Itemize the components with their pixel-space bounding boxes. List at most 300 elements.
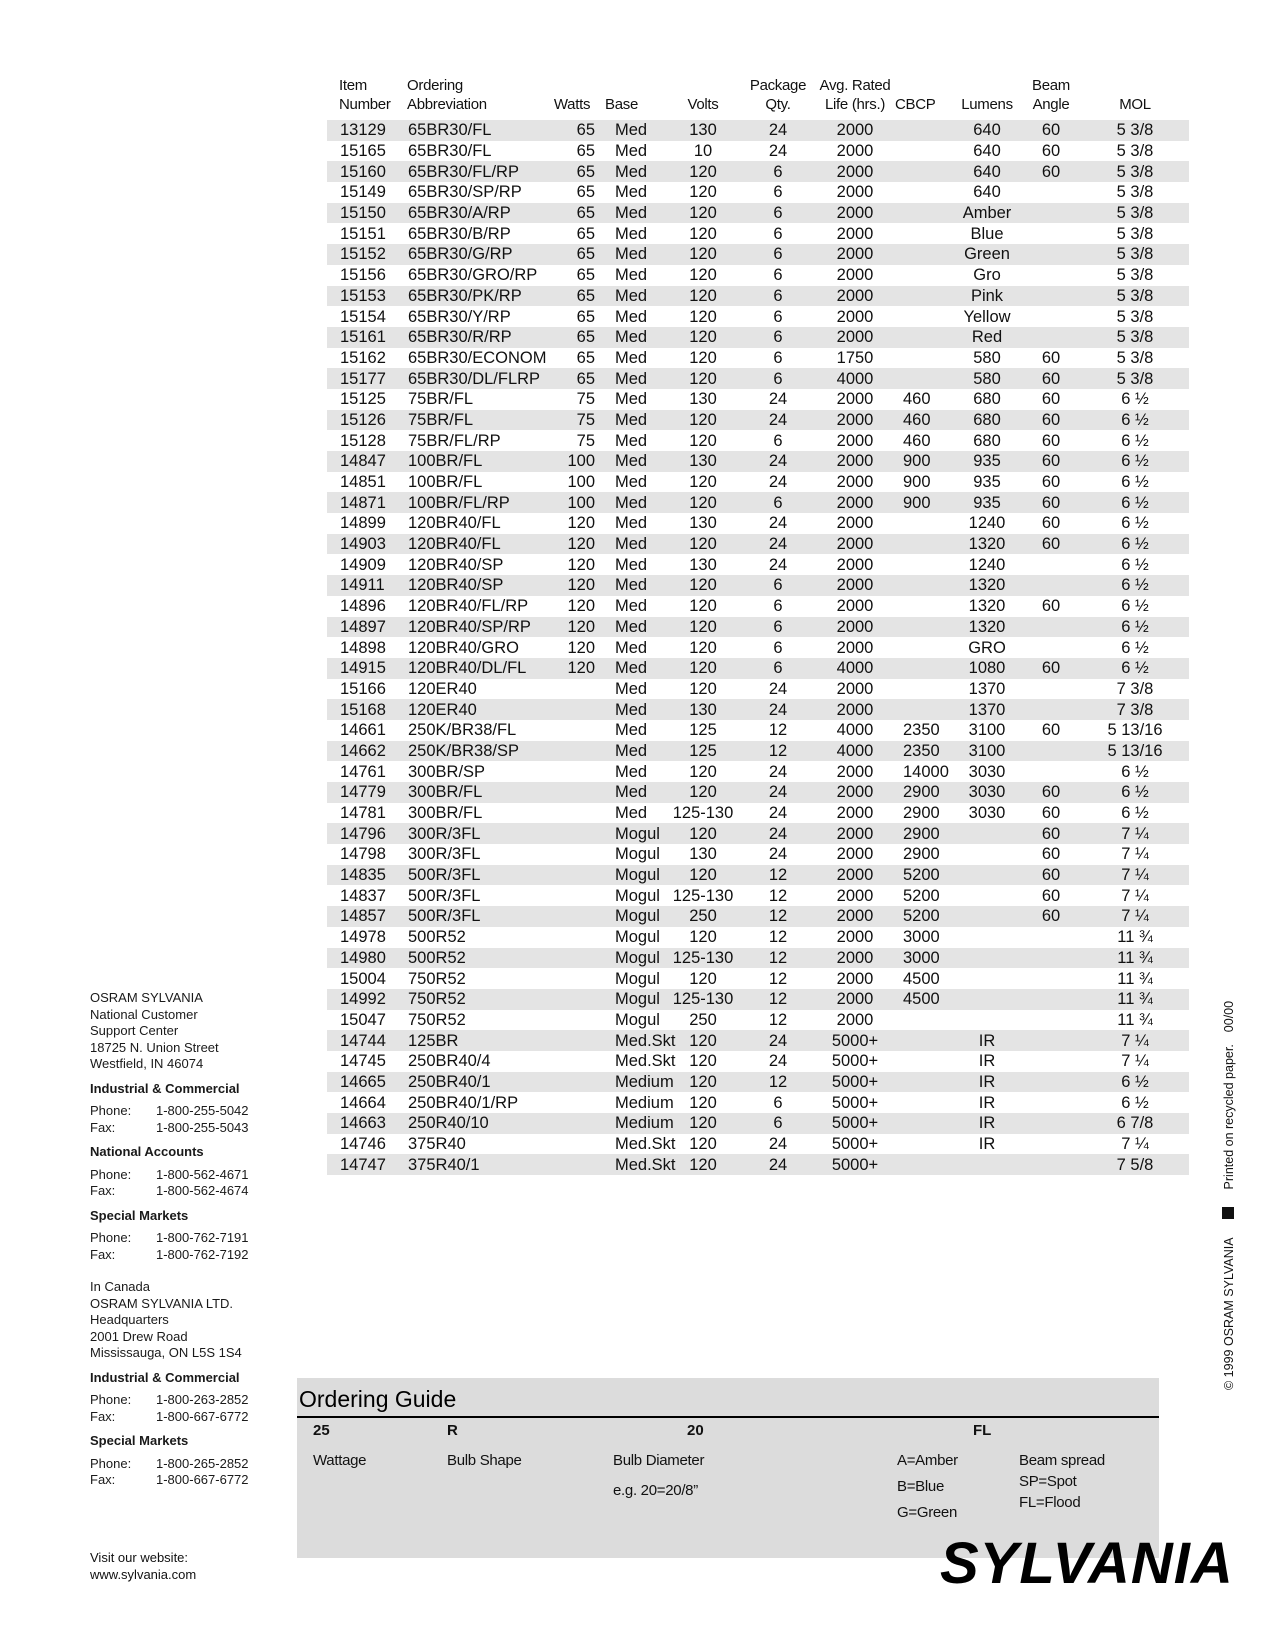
cell-package-qty: 24 bbox=[768, 1135, 788, 1154]
cell-lumens bbox=[953, 927, 1021, 948]
cell-base: Med bbox=[615, 266, 648, 285]
cell-base: Mogul bbox=[615, 928, 660, 947]
cell-ordering-abbreviation: 65BR30/FL bbox=[408, 142, 492, 161]
cell-lumens bbox=[953, 1154, 1021, 1175]
section-heading-special-markets: Special Markets bbox=[90, 1207, 189, 1223]
cell-volts: 120 bbox=[689, 183, 717, 202]
cell-item-number: 14747 bbox=[327, 1154, 391, 1175]
table-row bbox=[327, 596, 1189, 617]
cell-ordering-abbreviation: 750R52 bbox=[408, 969, 466, 988]
cell-rated-life: 2000 bbox=[836, 762, 874, 781]
cell-lumens: IR bbox=[978, 1052, 996, 1071]
cell-cbcp bbox=[895, 182, 953, 203]
cell-cbcp bbox=[895, 513, 953, 534]
company-name: OSRAM SYLVANIA bbox=[90, 990, 203, 1005]
cell-beam-angle bbox=[1021, 1010, 1081, 1031]
osram-logo-icon bbox=[1222, 1207, 1234, 1219]
cell-package-qty: 24 bbox=[741, 1154, 815, 1175]
cell-rated-life: 2000 bbox=[836, 1010, 874, 1029]
cell-item-number: 15128 bbox=[340, 431, 386, 450]
header-mol: MOL bbox=[1119, 96, 1151, 113]
cell-item-number: 14663 bbox=[327, 1113, 391, 1134]
cell-beam-angle: 60 bbox=[1021, 161, 1081, 182]
cell-mol: 6 ½ bbox=[1121, 804, 1149, 823]
cell-base: Med bbox=[605, 161, 665, 182]
cell-beam-angle bbox=[1021, 554, 1081, 575]
cell-cbcp bbox=[895, 286, 953, 307]
cell-ordering-abbreviation: 250BR40/4 bbox=[408, 1052, 491, 1071]
cell-rated-life: 2000 bbox=[815, 534, 895, 555]
cell-base: Med bbox=[615, 473, 648, 492]
cell-mol: 6 7/8 bbox=[1081, 1113, 1189, 1134]
cell-volts: 120 bbox=[665, 782, 741, 803]
cell-lumens: Amber bbox=[953, 203, 1021, 224]
cell-mol: 7 ¼ bbox=[1121, 886, 1149, 905]
cell-mol: 6 ½ bbox=[1121, 431, 1149, 450]
cell-beam-angle: 60 bbox=[1041, 348, 1061, 367]
cell-base: Mogul bbox=[615, 845, 660, 864]
cell-watts: 120 bbox=[539, 658, 605, 679]
cell-base: Med bbox=[615, 307, 648, 326]
cell-volts: 125 bbox=[665, 741, 741, 762]
cell-volts: 130 bbox=[665, 120, 741, 141]
cell-cbcp: 460 bbox=[895, 410, 953, 431]
table-row bbox=[327, 782, 1189, 803]
cell-lumens: IR bbox=[978, 1093, 996, 1112]
cell-rated-life: 2000 bbox=[836, 886, 874, 905]
table-row bbox=[327, 927, 1189, 948]
cell-mol: 7 5/8 bbox=[1081, 1154, 1189, 1175]
cell-cbcp bbox=[895, 679, 953, 700]
cell-item-number: 15126 bbox=[327, 410, 391, 431]
fax-line: Fax: 1-800-667-6772 bbox=[90, 1472, 249, 1487]
cell-lumens: Red bbox=[953, 327, 1021, 348]
cell-lumens: Blue bbox=[970, 224, 1004, 243]
cell-cbcp: 5200 bbox=[895, 906, 953, 927]
cell-mol: 7 ¼ bbox=[1081, 823, 1189, 844]
cell-volts: 120 bbox=[689, 762, 717, 781]
cell-rated-life: 2000 bbox=[815, 286, 895, 307]
cell-mol: 5 3/8 bbox=[1116, 183, 1154, 202]
cell-watts: 100 bbox=[567, 473, 595, 492]
canada-label: In Canada bbox=[90, 1279, 150, 1294]
cell-cbcp: 2900 bbox=[895, 782, 953, 803]
header-rated-life: Avg. Rated Life (hrs.) bbox=[819, 77, 891, 113]
cell-ordering-abbreviation: 375R40 bbox=[408, 1135, 466, 1154]
header-volts: Volts bbox=[687, 96, 719, 113]
label-beam-spread: Beam spread bbox=[1019, 1452, 1105, 1469]
cell-lumens bbox=[953, 844, 1021, 865]
cell-base: Med bbox=[615, 390, 648, 409]
cell-package-qty: 12 bbox=[741, 906, 815, 927]
header-cbcp: CBCP bbox=[895, 96, 936, 113]
cell-beam-angle bbox=[1021, 1051, 1081, 1072]
fax-line: Fax: 1-800-762-7192 bbox=[90, 1246, 249, 1262]
table-row bbox=[327, 120, 1189, 141]
table-row bbox=[327, 989, 1189, 1010]
cell-watts bbox=[539, 927, 605, 948]
cell-rated-life: 2000 bbox=[836, 307, 874, 326]
cell-rated-life: 2000 bbox=[836, 390, 874, 409]
cell-volts: 120 bbox=[689, 638, 717, 657]
table-row bbox=[327, 803, 1189, 824]
cell-lumens: 1320 bbox=[953, 575, 1021, 596]
cell-watts bbox=[539, 1154, 605, 1175]
header-beam-angle: Beam Angle bbox=[1032, 77, 1070, 113]
cell-beam-angle bbox=[1021, 182, 1081, 203]
cell-mol: 5 3/8 bbox=[1081, 244, 1189, 265]
cell-volts: 120 bbox=[665, 1113, 741, 1134]
cell-watts: 65 bbox=[576, 224, 595, 243]
cell-lumens: 580 bbox=[953, 368, 1021, 389]
cell-beam-angle: 60 bbox=[1021, 865, 1081, 886]
cell-watts: 65 bbox=[539, 120, 605, 141]
cell-mol: 7 ¼ bbox=[1081, 865, 1189, 886]
table-row bbox=[327, 823, 1189, 844]
cell-volts: 120 bbox=[689, 431, 717, 450]
cell-item-number: 14847 bbox=[327, 451, 391, 472]
cell-package-qty: 6 bbox=[741, 327, 815, 348]
cell-package-qty: 24 bbox=[768, 555, 788, 574]
cell-item-number: 15149 bbox=[340, 183, 386, 202]
cell-ordering-abbreviation: 75BR/FL/RP bbox=[408, 431, 501, 450]
cell-rated-life: 4000 bbox=[815, 368, 895, 389]
cell-item-number: 15152 bbox=[327, 244, 391, 265]
cell-base: Med bbox=[615, 597, 648, 616]
cell-package-qty: 24 bbox=[741, 782, 815, 803]
cell-lumens: 1240 bbox=[968, 555, 1006, 574]
table-row bbox=[327, 679, 1189, 700]
cell-cbcp bbox=[895, 120, 953, 141]
website-block bbox=[90, 1550, 196, 1583]
cell-watts: 75 bbox=[576, 390, 595, 409]
cell-base: Med bbox=[605, 410, 665, 431]
cell-cbcp: 3000 bbox=[903, 928, 940, 947]
cell-base: Med bbox=[605, 286, 665, 307]
cell-volts: 130 bbox=[689, 514, 717, 533]
cell-watts bbox=[539, 948, 605, 969]
cell-cbcp bbox=[895, 203, 953, 224]
cell-ordering-abbreviation: 65BR30/R/RP bbox=[391, 327, 539, 348]
cell-mol: 6 ½ bbox=[1121, 514, 1149, 533]
cell-package-qty: 6 bbox=[773, 266, 783, 285]
color-codes bbox=[897, 1448, 1017, 1521]
cell-watts: 65 bbox=[576, 142, 595, 161]
cell-beam-angle: 60 bbox=[1021, 368, 1081, 389]
cell-rated-life: 2000 bbox=[836, 597, 874, 616]
table-row bbox=[327, 182, 1189, 203]
cell-mol: 5 13/16 bbox=[1107, 721, 1163, 740]
cell-package-qty: 24 bbox=[741, 699, 815, 720]
cell-base: Medium bbox=[615, 1093, 674, 1112]
cell-volts: 10 bbox=[693, 142, 713, 161]
cell-beam-angle bbox=[1021, 327, 1081, 348]
cell-beam-angle bbox=[1021, 286, 1081, 307]
cell-volts: 120 bbox=[665, 244, 741, 265]
table-row bbox=[327, 265, 1189, 286]
cell-ordering-abbreviation: 750R52 bbox=[408, 1010, 466, 1029]
cell-ordering-abbreviation: 500R/3FL bbox=[391, 906, 539, 927]
cell-ordering-abbreviation: 65BR30/GRO/RP bbox=[408, 266, 538, 285]
cell-base: Med bbox=[605, 534, 665, 555]
cell-base: Med bbox=[605, 203, 665, 224]
table-row bbox=[327, 720, 1189, 741]
cell-package-qty: 24 bbox=[741, 1030, 815, 1051]
header-lumens: Lumens bbox=[961, 96, 1013, 113]
cell-beam-angle bbox=[1021, 927, 1081, 948]
cell-rated-life: 2000 bbox=[836, 845, 874, 864]
cell-cbcp: 900 bbox=[895, 492, 953, 513]
cell-beam-angle bbox=[1021, 948, 1081, 969]
cell-mol: 5 3/8 bbox=[1081, 203, 1189, 224]
table-row bbox=[327, 741, 1189, 762]
cell-lumens: 3030 bbox=[953, 782, 1021, 803]
cell-rated-life: 2000 bbox=[836, 804, 874, 823]
table-row bbox=[327, 286, 1189, 307]
cell-base: Med bbox=[605, 451, 665, 472]
cell-watts: 100 bbox=[539, 492, 605, 513]
cell-base: Med bbox=[605, 368, 665, 389]
cell-volts: 125 bbox=[689, 721, 717, 740]
cell-beam-angle: 60 bbox=[1041, 390, 1061, 409]
cell-lumens: 1320 bbox=[968, 597, 1006, 616]
cell-volts: 120 bbox=[665, 534, 741, 555]
label-bulb-diameter: Bulb Diameter bbox=[613, 1452, 705, 1469]
cell-watts bbox=[539, 823, 605, 844]
table-row bbox=[327, 1010, 1189, 1031]
cell-package-qty: 24 bbox=[768, 390, 788, 409]
cell-rated-life: 2000 bbox=[815, 492, 895, 513]
cell-rated-life: 2000 bbox=[836, 514, 874, 533]
cell-mol: 5 13/16 bbox=[1081, 741, 1189, 762]
cell-mol: 5 3/8 bbox=[1116, 266, 1154, 285]
cell-lumens: IR bbox=[953, 1030, 1021, 1051]
cell-package-qty: 12 bbox=[768, 886, 788, 905]
color-code-amber: A=Amber bbox=[897, 1452, 958, 1469]
cell-mol: 7 ¼ bbox=[1121, 1052, 1149, 1071]
cell-beam-angle bbox=[1021, 968, 1081, 989]
color-code-green: G=Green bbox=[897, 1504, 958, 1521]
cell-mol: 5 3/8 bbox=[1116, 224, 1154, 243]
cell-rated-life: 2000 bbox=[815, 782, 895, 803]
cell-watts: 120 bbox=[567, 555, 595, 574]
website-link[interactable]: www.sylvania.com bbox=[90, 1566, 197, 1582]
cell-package-qty: 12 bbox=[768, 969, 788, 988]
cell-item-number: 14871 bbox=[327, 492, 391, 513]
table-row bbox=[327, 948, 1189, 969]
cell-mol: 6 ½ bbox=[1121, 473, 1149, 492]
cell-lumens bbox=[953, 906, 1021, 927]
table-row bbox=[327, 223, 1189, 244]
cell-ordering-abbreviation: 75BR/FL bbox=[391, 410, 539, 431]
cell-item-number: 14978 bbox=[340, 928, 386, 947]
cell-item-number: 14662 bbox=[327, 741, 391, 762]
cell-watts bbox=[539, 1072, 605, 1093]
cell-watts bbox=[539, 968, 605, 989]
section-heading-special-markets: Special Markets bbox=[90, 1433, 189, 1448]
cell-cbcp: 14000 bbox=[903, 762, 949, 781]
cell-lumens: IR bbox=[978, 1135, 996, 1154]
cell-watts: 65 bbox=[539, 327, 605, 348]
cell-cbcp: 2350 bbox=[895, 741, 953, 762]
cell-beam-angle: 60 bbox=[1041, 721, 1061, 740]
cell-package-qty: 12 bbox=[768, 721, 788, 740]
cell-cbcp bbox=[895, 1051, 953, 1072]
cell-lumens: Gro bbox=[973, 266, 1001, 285]
cell-lumens: 1320 bbox=[953, 534, 1021, 555]
cell-mol: 6 ½ bbox=[1121, 638, 1149, 657]
cell-volts: 120 bbox=[665, 203, 741, 224]
cell-cbcp bbox=[895, 575, 953, 596]
cell-ordering-abbreviation: 250R40/10 bbox=[391, 1113, 539, 1134]
cell-ordering-abbreviation: 65BR30/A/RP bbox=[391, 203, 539, 224]
cell-volts: 120 bbox=[665, 823, 741, 844]
table-row bbox=[327, 492, 1189, 513]
cell-package-qty: 24 bbox=[741, 823, 815, 844]
cell-beam-angle bbox=[1021, 761, 1081, 782]
cell-rated-life: 2000 bbox=[815, 451, 895, 472]
cell-item-number: 14745 bbox=[340, 1052, 386, 1071]
cell-rated-life: 2000 bbox=[836, 431, 874, 450]
cell-base: Med bbox=[615, 431, 648, 450]
cell-beam-angle: 60 bbox=[1021, 120, 1081, 141]
cell-mol: 6 ½ bbox=[1081, 410, 1189, 431]
cell-ordering-abbreviation: 65BR30/PK/RP bbox=[391, 286, 539, 307]
cell-rated-life: 2000 bbox=[836, 142, 874, 161]
cell-package-qty: 6 bbox=[741, 368, 815, 389]
table-row bbox=[327, 451, 1189, 472]
cell-item-number: 14903 bbox=[327, 534, 391, 555]
cell-cbcp bbox=[895, 1010, 953, 1031]
cell-base: Mogul bbox=[615, 969, 660, 988]
cell-mol: 5 3/8 bbox=[1081, 120, 1189, 141]
cell-beam-angle: 60 bbox=[1041, 142, 1061, 161]
table-row bbox=[327, 1030, 1189, 1051]
cell-volts: 120 bbox=[689, 224, 717, 243]
cell-rated-life: 5000+ bbox=[815, 1113, 895, 1134]
cell-watts bbox=[539, 885, 605, 906]
cell-mol: 5 3/8 bbox=[1116, 307, 1154, 326]
cell-package-qty: 6 bbox=[741, 203, 815, 224]
cell-watts: 65 bbox=[576, 307, 595, 326]
cell-ordering-abbreviation: 500R/3FL bbox=[391, 865, 539, 886]
address-line: Mississauga, ON L5S 1S4 bbox=[90, 1345, 242, 1360]
cell-rated-life: 5000+ bbox=[815, 1072, 895, 1093]
cell-item-number: 15154 bbox=[340, 307, 386, 326]
cell-rated-life: 2000 bbox=[836, 928, 874, 947]
cell-item-number: 15161 bbox=[327, 327, 391, 348]
cell-package-qty: 12 bbox=[768, 928, 788, 947]
code-diameter: 20 bbox=[687, 1422, 704, 1439]
cell-base: Med bbox=[615, 514, 648, 533]
cell-item-number: 15156 bbox=[340, 266, 386, 285]
cell-cbcp: 900 bbox=[903, 473, 931, 492]
address-line: 18725 N. Union Street bbox=[90, 1039, 219, 1055]
table-row bbox=[327, 1154, 1189, 1175]
cell-volts: 120 bbox=[665, 1072, 741, 1093]
cell-cbcp: 5200 bbox=[903, 886, 940, 905]
cell-package-qty: 12 bbox=[741, 948, 815, 969]
cell-rated-life: 4000 bbox=[815, 741, 895, 762]
cell-volts: 130 bbox=[665, 699, 741, 720]
cell-lumens: 680 bbox=[973, 431, 1001, 450]
label-diameter-example: e.g. 20=20/8” bbox=[613, 1482, 698, 1499]
cell-base: Medium bbox=[605, 1113, 665, 1134]
color-code-blue: B=Blue bbox=[897, 1478, 944, 1495]
cell-item-number: 15168 bbox=[327, 699, 391, 720]
cell-mol: 6 ½ bbox=[1081, 534, 1189, 555]
cell-item-number: 14798 bbox=[340, 845, 386, 864]
address-line: Support Center bbox=[90, 1023, 179, 1038]
cell-cbcp bbox=[895, 265, 953, 286]
cell-lumens: 1240 bbox=[968, 514, 1006, 533]
divider bbox=[297, 1416, 1159, 1418]
cell-package-qty: 24 bbox=[741, 534, 815, 555]
cell-volts: 120 bbox=[665, 617, 741, 638]
cell-beam-angle bbox=[1021, 637, 1081, 658]
cell-mol: 6 ½ bbox=[1081, 575, 1189, 596]
cell-rated-life: 2000 bbox=[815, 161, 895, 182]
cell-ordering-abbreviation: 300BR/FL bbox=[408, 804, 483, 823]
cell-item-number: 14857 bbox=[327, 906, 391, 927]
cell-watts: 120 bbox=[567, 638, 595, 657]
cell-package-qty: 6 bbox=[773, 348, 783, 367]
cell-volts: 120 bbox=[689, 307, 717, 326]
cell-volts: 250 bbox=[665, 906, 741, 927]
cell-watts bbox=[539, 1134, 605, 1155]
cell-base: Med.Skt bbox=[605, 1030, 665, 1051]
cell-lumens: 3030 bbox=[968, 804, 1006, 823]
cell-beam-angle bbox=[1021, 203, 1081, 224]
cell-package-qty: 6 bbox=[741, 286, 815, 307]
cell-cbcp bbox=[895, 1113, 953, 1134]
cell-base: Med bbox=[605, 244, 665, 265]
cell-volts: 125-130 bbox=[665, 948, 741, 969]
header-ordering-abbreviation: Ordering Abbreviation bbox=[407, 77, 487, 113]
cell-package-qty: 12 bbox=[741, 1072, 815, 1093]
cell-package-qty: 24 bbox=[741, 451, 815, 472]
cell-beam-angle: 60 bbox=[1041, 886, 1061, 905]
cell-beam-angle bbox=[1021, 741, 1081, 762]
cell-rated-life: 2000 bbox=[836, 969, 874, 988]
cell-mol: 11 ¾ bbox=[1081, 948, 1189, 969]
table-row bbox=[327, 327, 1189, 348]
cell-base: Med bbox=[605, 492, 665, 513]
cell-watts: 65 bbox=[539, 244, 605, 265]
cell-volts: 120 bbox=[665, 575, 741, 596]
cell-beam-angle bbox=[1021, 306, 1081, 327]
cell-package-qty: 24 bbox=[768, 804, 788, 823]
cell-lumens: 1320 bbox=[953, 617, 1021, 638]
cell-lumens: 935 bbox=[953, 451, 1021, 472]
cell-lumens: 3030 bbox=[968, 762, 1006, 781]
cell-package-qty: 12 bbox=[741, 741, 815, 762]
cell-lumens: IR bbox=[953, 1072, 1021, 1093]
cell-item-number: 14851 bbox=[340, 473, 386, 492]
cell-beam-angle bbox=[1021, 1072, 1081, 1093]
cell-base: Med bbox=[615, 679, 648, 698]
cell-ordering-abbreviation: 120BR40/SP bbox=[408, 555, 504, 574]
cell-volts: 120 bbox=[665, 492, 741, 513]
cell-item-number: 14899 bbox=[340, 514, 386, 533]
cell-base: Med bbox=[605, 741, 665, 762]
cell-watts bbox=[539, 844, 605, 865]
table-row bbox=[327, 637, 1189, 658]
cell-lumens: IR bbox=[953, 1113, 1021, 1134]
cell-volts: 125-130 bbox=[672, 886, 734, 905]
cell-package-qty: 6 bbox=[773, 638, 783, 657]
cell-watts bbox=[539, 803, 605, 824]
